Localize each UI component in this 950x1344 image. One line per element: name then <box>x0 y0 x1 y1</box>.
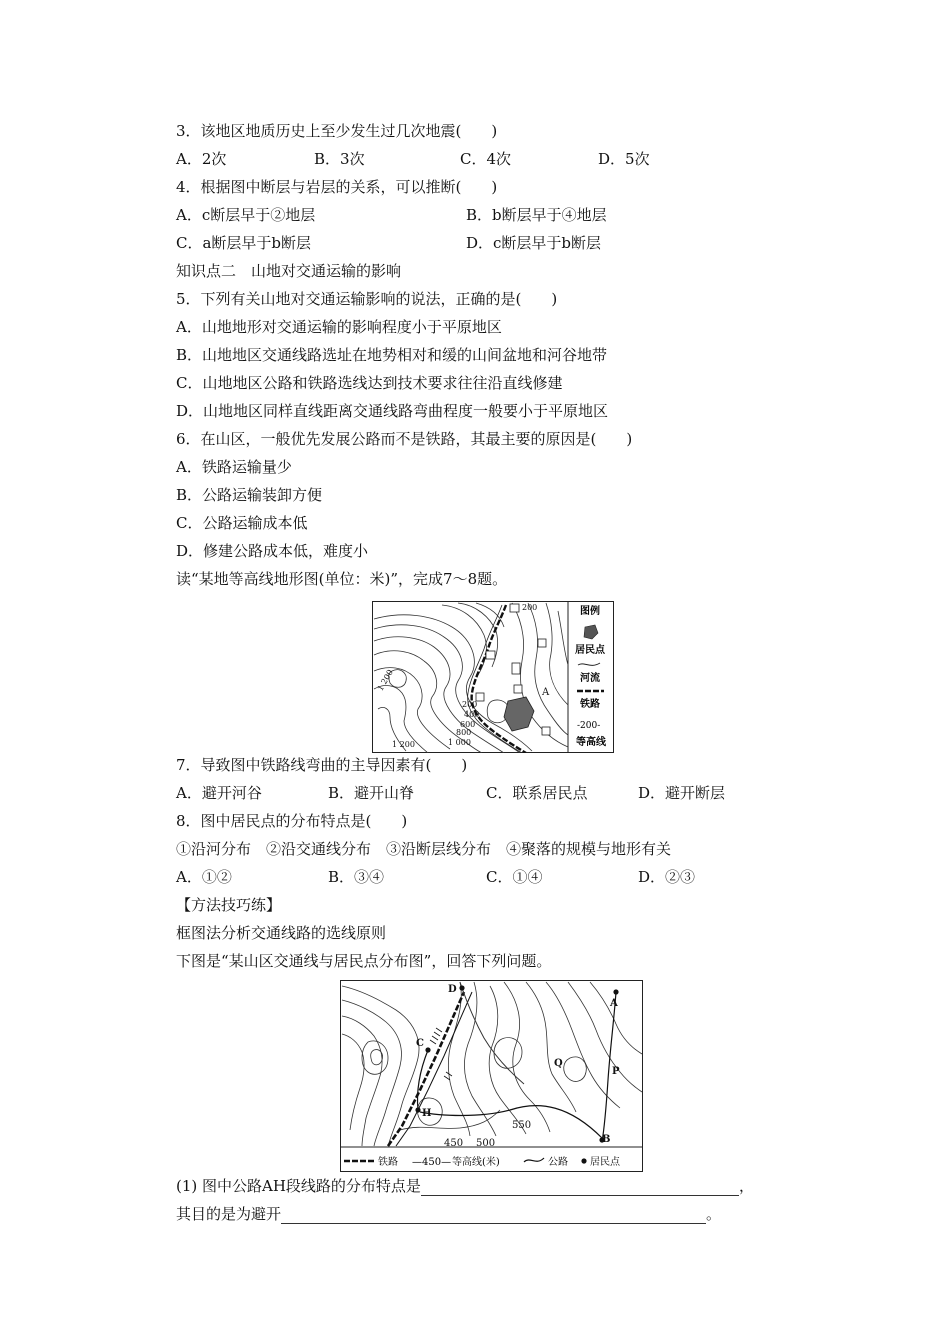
svg-text:450: 450 <box>444 1138 464 1149</box>
label-400: 400 <box>464 710 480 719</box>
q3-stem: 3．该地区地质历史上至少发生过几次地震( ) <box>176 122 498 140</box>
q4-option-a: A．c断层早于②地层 <box>176 206 316 224</box>
q3-option-d: D．5次 <box>598 150 650 168</box>
q7-option-d: D．避开断层 <box>638 784 726 802</box>
q5-stem: 5．下列有关山地对交通运输影响的说法，正确的是( ) <box>176 290 558 308</box>
legend-railway: 铁路 <box>378 1157 398 1168</box>
label-200-top: 200 <box>522 603 538 612</box>
label-1200-left: 1 200 <box>375 668 395 693</box>
label-1000: 1 000 <box>448 738 471 747</box>
point-d-label: D <box>448 984 457 995</box>
answer-blank-1[interactable] <box>421 1179 739 1196</box>
q-last-part1-text: (1) 图中公路AH段线路的分布特点是 <box>176 1177 421 1195</box>
section-title: 知识点二 山地对交通运输的影响 <box>176 262 402 280</box>
q5-option-d: D．山地地区同样直线距离交通线路弯曲程度一般要小于平原地区 <box>176 402 609 420</box>
legend-settlement: 居民点 <box>575 645 605 656</box>
legend-contour: 等高线 <box>576 737 606 748</box>
q-last-part2 <box>176 1204 721 1224</box>
q5-option-a: A．山地地形对交通运输的影响程度小于平原地区 <box>176 318 502 336</box>
q4-stem: 4．根据图中断层与岩层的关系，可以推断( ) <box>176 178 498 196</box>
q8-stem: 8．图中居民点的分布特点是( ) <box>176 812 408 830</box>
q4-option-d: D．c断层早于b断层 <box>466 234 602 252</box>
answer-blank-2[interactable] <box>281 1207 706 1224</box>
q8-option-c: C．①④ <box>486 868 543 886</box>
q4-option-b: B．b断层早于④地层 <box>466 206 607 224</box>
svg-text:500: 500 <box>476 1138 496 1149</box>
intro-7-8: 读“某地等高线地形图(单位：米)”，完成7～8题。 <box>176 570 508 588</box>
q-last-part1-end: ， <box>738 1177 754 1195</box>
q-last-part2-text: 其目的是为避开 <box>176 1205 282 1223</box>
label-800: 800 <box>456 728 472 737</box>
legend-river: 河流 <box>580 673 600 684</box>
q6-option-a: A．铁路运输量少 <box>176 458 292 476</box>
q6-option-b: B．公路运输装卸方便 <box>176 486 323 504</box>
label-200: 200 <box>462 700 478 709</box>
point-q-label: Q <box>554 1058 563 1069</box>
q3-option-a: A．2次 <box>176 150 227 168</box>
legend-road: 公路 <box>548 1157 568 1168</box>
q7-stem: 7．导致图中铁路线弯曲的主导因素有( ) <box>176 756 468 774</box>
q4-option-c: C．a断层早于b断层 <box>176 234 312 252</box>
intro-map2: 下图是“某山区交通线与居民点分布图”，回答下列问题。 <box>176 952 552 970</box>
q5-option-c: C．山地地区公路和铁路选线达到技术要求往往沿直线修建 <box>176 374 563 392</box>
legend-settlement: 居民点 <box>590 1157 620 1168</box>
q3-option-b: B．3次 <box>314 150 365 168</box>
q7-option-b: B．避开山脊 <box>328 784 415 802</box>
legend-contour: 等高线(米) <box>452 1157 500 1168</box>
label-1200-bottom: 1 200 <box>392 740 415 749</box>
contour-map-1 <box>372 601 614 753</box>
q-last-part1 <box>176 1176 754 1196</box>
point-c-label: C <box>416 1038 424 1049</box>
point-b-label: B <box>602 1134 611 1145</box>
q-last-part2-end: 。 <box>706 1205 722 1223</box>
svg-text:550: 550 <box>512 1120 532 1131</box>
legend-title: 图例 <box>580 606 600 617</box>
q3-option-c: C．4次 <box>460 150 512 168</box>
q8-option-a: A．①② <box>176 868 232 886</box>
q8-option-b: B．③④ <box>328 868 385 886</box>
q8-option-d: D．②③ <box>638 868 696 886</box>
legend-contour-sample: -200- <box>577 721 601 731</box>
settlement-legend-icon <box>581 1158 586 1163</box>
method-title: 【方法技巧练】 <box>176 896 282 914</box>
point-a-label: A <box>610 998 618 1009</box>
q8-items: ①沿河分布 ②沿交通线分布 ③沿断层线分布 ④聚落的规模与地形有关 <box>176 840 672 858</box>
point-p-label: P <box>612 1066 620 1077</box>
q6-stem: 6．在山区，一般优先发展公路而不是铁路，其最主要的原因是( ) <box>176 430 633 448</box>
legend-contour-sample: —450— <box>412 1157 452 1168</box>
point-h-label: H <box>422 1108 432 1119</box>
q7-option-a: A．避开河谷 <box>176 784 262 802</box>
point-a-label: A <box>542 687 550 698</box>
q6-option-c: C．公路运输成本低 <box>176 514 308 532</box>
legend-railway: 铁路 <box>580 699 600 710</box>
q5-option-b: B．山地地区交通线路选址在地势相对和缓的山间盆地和河谷地带 <box>176 346 608 364</box>
q6-option-d: D．修建公路成本低，难度小 <box>176 542 369 560</box>
method-subtitle: 框图法分析交通线路的选线原则 <box>176 924 387 942</box>
label-600: 600 <box>460 720 476 729</box>
q7-option-c: C．联系居民点 <box>486 784 588 802</box>
transport-map-2 <box>340 980 643 1172</box>
